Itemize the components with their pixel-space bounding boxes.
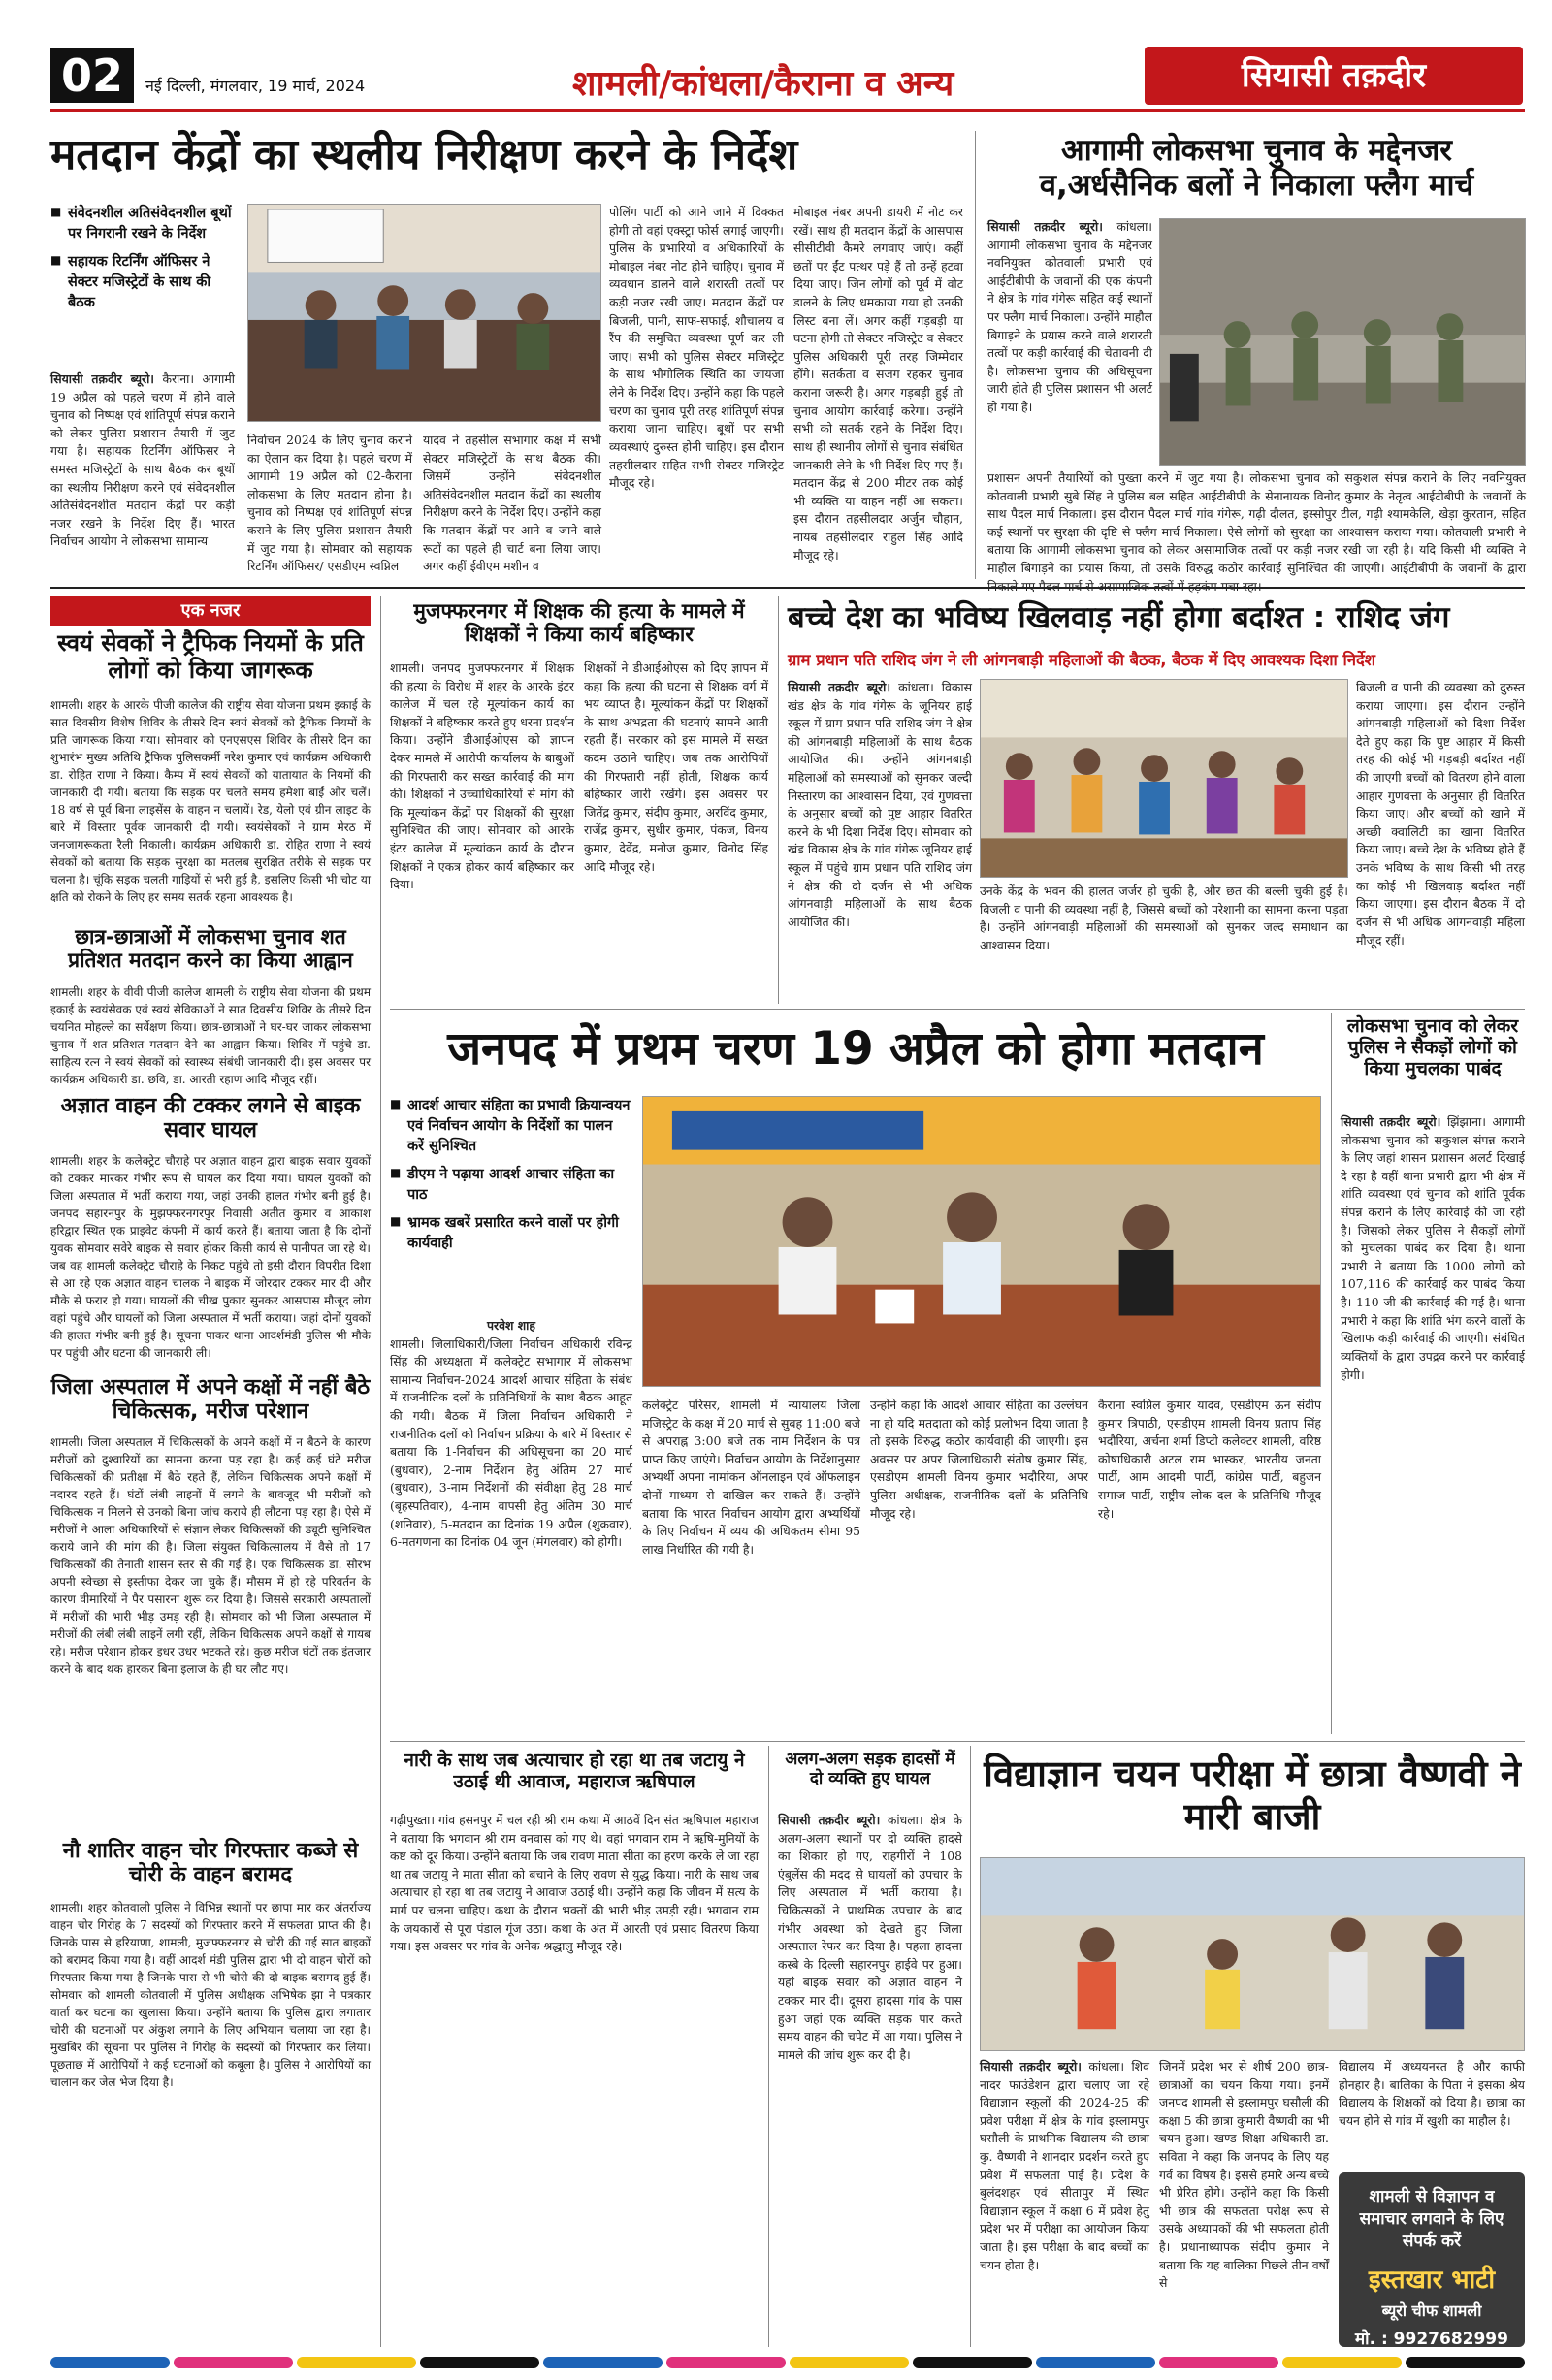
story8-headline: अलग-अलग सड़क हादसों में दो व्यक्ति हुए घायल: [785, 1750, 955, 1788]
color-swatch: [790, 2357, 909, 2368]
story8-body: [778, 1812, 962, 2347]
story8-text: कांधला। क्षेत्र के अलग-अलग स्थानों पर दो व्यक्ति हादसे का शिकार हो गए, राहगीरों ने 108 एंबुलेंस की मदद से घायलों को उपचार के लिए अस्पताल में भर्ती कराया है। चिकित्सकों ने प्राथमिक उपचार के बाद गंभीर अवस्था को देखते हुए जिला अस्पताल रेफर कर दिया है। पहला हादसा कस्बे के दिल्ली सहारनपुर हाईवे पर हुआ। यहां बाइक सवार को अज्ञात वाहन ने टक्कर मार दी। दूसरा हादसा गांव के पास हुआ जहां एक व्यक्ति सड़क पार करते समय वाहन की चपेट में आ गया। पुलिस ने मामले की जांच शुरू कर दी है।: [778, 1813, 962, 2062]
story1-body-4: पोलिंग पार्टी को आने जाने में दिक्कत होगी तो वहां एक्स्ट्रा फोर्स लगाई जाएगी। पुलिस के प्रभारियों व अधिकारियों के मोबाइल नंबर नोट होने चाहिए। चुनाव में व्यवधान डालने वाले शरारती तत्वों पर कड़ी नजर रखी जाए। मतदान केंद्रों पर बिजली, पानी, साफ-सफाई, शौचालय व रैंप की समुचित व्यवस्था पूर्ण कर ली जाए। सभी को पुलिस सेक्टर मजिस्ट्रेट के साथ भौगोलिक स्थिति का जायजा लेने के निर्देश दिए। उन्होंने कहा कि पहले चरण का चुनाव पूरी तरह शांतिपूर्ण संपन्न कराया जाना चाहिए। बूथों पर सभी व्यवस्थाएं दुरुस्त होनी चाहिए। इस दौरान तहसीलदार सहित सभी सेक्टर मजिस्ट्रेट मौजूद रहे।: [609, 205, 784, 491]
story5-body-1: [390, 1317, 632, 1734]
masthead-rule: [50, 109, 1525, 112]
story8-byline: सियासी तक़दीर ब्यूरो।: [778, 1813, 881, 1827]
story4-body-3: बिजली व पानी की व्यवस्था को दुरुस्त कराया जाएगा। इस दौरान उन्होंने आंगनबाड़ी महिलाओं को दिशा निर्देश देते हुए कहा कि पुष्ट आहार में किसी तरह की कोई भी गड़बड़ी बर्दाश्त नहीं की जाएगी बच्चों को वितरण होने वाला आहार गुणवत्ता के अनुसार ही वितरित किया जाए। और बच्चों को खाने में अच्छी क्वालिटी का खाना वितरित किया जाए। बच्चे देश के भविष्य होते हैं उनके भविष्य के साथ किसी भी तरह का कोई भी खिलवाड़ बर्दाश्त नहीं किया जाएगा। इस दौरान बैठक में दो दर्जन से भी अधिक आंगनवाड़ी महिला मौजूद रहीं।: [1356, 680, 1525, 948]
advert-contact-box: [1339, 2172, 1525, 2347]
story1-body-2: निर्वाचन 2024 के लिए चुनाव कराने का ऐलान कर दिया है। पहले चरण में आगामी 19 अप्रैल को 02-कैराना लोकसभा के लिए मतदान होना है। चुनाव को निष्पक्ष एवं शांतिपूर्ण संपन्न कराने के लिए पुलिस प्रशासन तैयारी में जुट गया है। सोमवार को सहायक रिटर्निंग ऑफिसर/ एसडीएम स्वप्निल: [247, 433, 412, 574]
print-color-strip: [50, 2357, 1525, 2370]
story1-headline: मतदान केंद्रों का स्थलीय निरीक्षण करने के निर्देश: [50, 130, 798, 179]
contact-name: इस्तखार भाटी: [1368, 2265, 1496, 2295]
story5-bullet: ■ आदर्श आचार संहिता का प्रभावी क्रियान्वयन एवं निर्वाचन आयोग के निर्देशों का पालन करें सुनिश्चित: [390, 1096, 632, 1157]
story1-body-5: मोबाइल नंबर अपनी डायरी में नोट कर रखें। साथ ही मतदान केंद्रों के आसपास सीसीटीवी कैमरे लगवाए जाएं। कहीं छतों पर ईंट पत्थर पड़े हैं तो उन्हें हटवा दिया जाए। जिन लोगों को पूर्व में वोट डालने के लिए धमकाया गया हो उनकी लिस्ट बना लें। अगर कहीं गड़बड़ी या घटना होगी तो सेक्टर मजिस्ट्रेट व सेक्टर पुलिस अधिकारी पूरी तरह जिम्मेदार होंगे। सतर्कता व सजग रहकर चुनाव कराना जरूरी है। अगर गड़बड़ी हुई तो चुनाव आयोग कार्रवाई करेगा। उन्होंने सभी को सतर्क रहने के निर्देश दिए। साथ ही स्थानीय लोगों से चुनाव संबंधित जानकारी लेने के भी निर्देश दिए गए हैं। मतदान केंद्र से 200 मीटर तक कोई भी व्यक्ति या वाहन नहीं आ सकता। इस दौरान तहसीलदार अर्जुन चौहान, नायब तहसीलदार राहुल सिंह आदि मौजूद रहे।: [793, 205, 963, 563]
story1-bullet: ■ सहायक रिटर्निंग ऑफिसर ने सेक्टर मजिस्ट्रेटों के साथ की बैठक: [50, 252, 235, 313]
story3-headline: मुजफ्फरनगर में शिक्षक की हत्या के मामले में शिक्षकों ने किया कार्य बहिष्कार: [413, 599, 745, 647]
column-rule: [778, 596, 779, 1004]
brief5-headline: नौ शातिर वाहन चोर गिरफ्तार कब्जे से चोरी के वाहन बरामद: [62, 1839, 359, 1888]
column-rule: [1331, 1013, 1332, 1734]
story3-body-2: शिक्षकों ने डीआईओएस को दिए ज्ञापन में कहा कि हत्या की घटना से शिक्षक वर्ग में भय व्याप्त है। मूल्यांकन केंद्रों पर शिक्षकों के साथ अभद्रता की घटनाएं सामने आती रहती हैं। सरकार को इस मामले में सख्त कदम उठाने चाहिए। जब तक आरोपियों की गिरफ्तारी नहीं होती, शिक्षक कार्य बहिष्कार जारी रखेंगे। इस अवसर पर जितेंद्र कुमार, संदीप कुमार, अरविंद कुमार, राजेंद्र कुमार, सुधीर कुमार, पंकज, विनय कुमार, देवेंद्र, मनोज कुमार, विनोद सिंह आदि मौजूद रहे।: [584, 660, 768, 874]
color-swatch: [1282, 2357, 1402, 2368]
story9-photo: [980, 1857, 1525, 2051]
brief2-body: शामली। शहर के वीवी पीजी कालेज शामली के राष्ट्रीय सेवा योजना की प्रथम इकाई के स्वयंसेवक एवं स्वयं सेविकाओं ने सात दिवसीय शिविर के तीसरे दिन चयनित मोहल्ले का सर्वेक्षण किया। छात्र-छात्राओं ने घर-घर जाकर लोकसभा चुनाव में शत प्रतिशत मतदान देने का आह्वान किया। शिविर में पहुंचे डा. साहित्य रत्न ने स्वयं सेवकों को स्वास्थ्य संबंधी जानकारी दी। इस अवसर पर कार्यक्रम अधिकारी डा. छवि, डा. आरती रहाण आदि मौजूद रहीं।: [50, 985, 371, 1086]
story5-body-4: कैराना स्वप्निल कुमार यादव, एसडीएम ऊन संदीप कुमार त्रिपाठी, एसडीएम शामली विनय प्रताप सिंह भदौरिया, अर्चना शर्मा डिप्टी कलेक्टर शामली, वरिष्ठ कोषाधिकारी अटल राम भास्कर, भारतीय जनता पार्टी, आम आदमी पार्टी, कांग्रेस पार्टी, बहुजन समाज पार्टी, राष्ट्रीय लोक दल के प्रतिनिधि मौजूद रहे।: [1098, 1398, 1321, 1521]
section-title: शामली/कांधला/कैराना व अन्य: [572, 64, 954, 104]
story2-byline: सियासी तक़दीर ब्यूरो।: [987, 219, 1103, 234]
story4-byline: सियासी तक़दीर ब्यूरो।: [788, 680, 891, 694]
dateline: नई दिल्ली, मंगलवार, 19 मार्च, 2024: [146, 77, 366, 95]
brief1-headline: स्वयं सेवकों ने ट्रैफिक नियमों के प्रति लोगों को किया जागरूक: [57, 629, 364, 684]
story4-body-2: उनके केंद्र के भवन की हालत जर्जर हो चुकी है, और छत की बल्ली चुकी हुई है। बिजली व पानी की व्यवस्था नहीं है, जिससे बच्चों को परेशानी का सामना करना पड़ता है। उन्होंने आंगनवाड़ी महिलाओं की समस्याओं को सुनकर जल्द समाधान का आश्वासन दिया।: [980, 884, 1348, 952]
color-swatch: [666, 2357, 786, 2368]
story4-text: कांधला। विकास खंड क्षेत्र के गांव गंगेरू के जूनियर हाई स्कूल में ग्राम प्रधान पति राशिद जंग ने क्षेत्र की आंगनबाड़ी महिलाओं के साथ बैठक आयोजित की। उन्होंने आंगनबाड़ी महिलाओं को समस्याओं को सुनकर जल्दी निस्तारण का आश्वासन दिया, एवं गुणवत्ता के अनुसार बच्चों को पुष्ट आहार वितरित करने के भी दिशा निर्देश दिए। सोमवार को खंड विकास क्षेत्र के गांव गंगेरू जूनियर हाई स्कूल में पहुंचे ग्राम प्रधान पति राशिद जंग ने क्षेत्र की दो दर्जन से भी अधिक आंगनवाड़ी महिलाओं के साथ बैठक आयोजित की।: [788, 680, 972, 929]
story9-headline: विद्याज्ञान चयन परीक्षा में छात्रा वैष्णवी ने मारी बाजी: [984, 1753, 1521, 1838]
story5-headline: जनपद में प्रथम चरण 19 अप्रैल को होगा मतदान: [447, 1022, 1264, 1076]
story2-body-2: प्रशासन अपनी तैयारियों को पुख्ता करने में जुट गया है। लोकसभा चुनाव को सकुशल संपन्न कराने के लिए नवनियुक्त कोतवाली प्रभारी सुबे सिंह ने पुलिस बल सहित आईटीबीपी के सेनानायक विनोद कुमार के नेतृत्व आईटीबीपी के जवानों के साथ पैदल मार्च निकाला। इस दौरान पैदल मार्च गांव गंगेरू, गढ़ी दौलत, इस्सोपुर टील, गढ़ी श्यामकेलि, खेड़ा कुरतान, सहित कई स्थानों पर सुरक्षा की दृष्टि से फ्लैग मार्च निकाला। ऐसे लोगों को सुरक्षा का आश्वासन कराया गया। कोतवाली प्रभारी ने बताया कि आगामी लोकसभा चुनाव को लेकर असामाजिक तत्वों पर कड़ी नजर रखी जा रही है। यदि किसी भी व्यक्ति ने माहौल बिगाड़ने का प्रयास किया, तो उसके विरुद्ध कठोर कार्रवाई सुनिश्चित की जाएगी। आईटीबीपी के जवानों के द्वारा: [987, 470, 1526, 576]
story4-photo: [980, 679, 1348, 878]
story1-body-3: यादव ने तहसील सभागार कक्ष में सभी सेक्टर मजिस्ट्रेटों के साथ बैठक की। जिसमें उन्होंने संवेदनशील अतिसंवेदनशील मतदान केंद्रों का स्थलीय निरीक्षण करने के निर्देश दिए। उन्होंने कहा कि मतदान केंद्रों पर आने व जाने वाले रूटों का पहले ही चार्ट बना लिया जाए। अगर कहीं ईवीएम मशीन व: [423, 433, 601, 574]
color-swatch: [1036, 2357, 1155, 2368]
brief1-body: शामली। शहर के आरके पीजी कालेज की राष्ट्रीय सेवा योजना प्रथम इकाई के सात दिवसीय विशेष शिविर के तीसरे दिन स्वयं सेवकों को ट्रैफिक नियमों के प्रति जागरूक किया गया। सोमवार को एनएसएस शिविर के तीसरे दिन का शुभारंभ मुख्य अतिथि ट्रैफिक पुलिसकर्मी नरेश कुमार एवं कार्यक्रम अधिकारी डा. रोहित राणा ने किया। कैम्प में स्वयं सेवकों को यातायात के नियमों की जानकारी दी गयी। बताया कि सड़क पर चलते समय हमेशा बाईं ओर चलें। 18 वर्ष से पूर्व बिना लाइसेंस के वाहन न चलायें। रेड, येलो एवं ग्रीन लाइट के बारे में विस्तार पूर्वक जानकारी दी गयी। स्वयंसेवकों ने ग्राम मेरठ में जनजागरूकता रैली निकाली। कार्यक्रम अधिकारी डा. रोहित राणा ने स्वयं सेवकों को बताया कि सड़क सुरक्षा का मतलब सुरक्षित तरीके से सड़क पर चलना है। चूंकि सड़क चलती गाड़ियों से भरी हुई है, इसलिए किसी भी चोट या क्षति को रोकने के लिए हर समय सतर्क रहना आवश्यक है।: [50, 698, 371, 904]
story1-body-1: [50, 370, 235, 579]
brief5-body: शामली। शहर कोतवाली पुलिस ने विभिन्न स्थानों पर छापा मार कर अंतर्राज्य वाहन चोर गिरोह के 7 सदस्यों को गिरफ्तार करने में सफलता प्राप्त की है। जिनके पास से हरियाणा, शामली, मुजफ्फरनगर से चोरी की गई सात बाइकों को बरामद किया गया है। वहीं आदर्श मंडी पुलिस द्वारा भी दो वाहन चोरों को गिरफ्तार किया गया है जिनके पास से भी चोरी की दो बाइक बरामद हुई हैं। सोमवार को शामली कोतवाली में पुलिस अधीक्षक अभिषेक झा ने पत्रकार वार्ता कर घटना का खुलासा किया। उन्होंने बताया कि पुलिस द्वारा लगातार चोरी की घटनाओं पर अंकुश लगाने के लिए अभियान चलाया जा रहा है। मुखबिर की सूचना पर पुलिस ने गिरोह के सदस्यों को गिरफ्तार कर लिया। पूछताछ में आरोपियों ने कई घटनाओं को कबूला है। पुलिस ने आरोपियों का चालान कर जेल भेज दिया है।: [50, 1901, 371, 2089]
color-swatch: [1159, 2357, 1278, 2368]
column-rule: [380, 596, 381, 2347]
story6-text: झिंझाना। आगामी लोकसभा चुनाव को सकुशल संपन्न कराने के लिए जहां शासन प्रशासन अलर्ट दिखाई दे रहा है वहीं थाना प्रभारी द्वारा भी क्षेत्र में शांति व्यवस्था एवं चुनाव को शांति पूर्वक संपन्न कराने के लिए कार्रवाई की जा रही है। जिसको लेकर पुलिस ने सैकड़ों लोगों को मुचलका पाबंद कर दिया है। थाना प्रभारी ने बताया कि 1000 लोगों को 107,116 की कार्रवाई कर पाबंद किया है। 110 जी की कार्रवाई की गई है। थाना प्रभारी ने कहा कि शांति भंग करने वालों के खिलाफ कड़ी कार्रवाई की जाएगी। संबंधित व्यक्तियों के द्वारा उपद्रव करने पर कार्रवाई होगी।: [1341, 1114, 1525, 1382]
brief4-body: शामली। जिला अस्पताल में चिकित्सकों के अपने कक्षों में न बैठने के कारण मरीजों को दुश्वारियों का सामना करना पड़ रहा है। कई कई घंटे मरीज चिकित्सकों की प्रतीक्षा में बैठे रहते हैं, लेकिन चिकित्सक अपने कक्षों में नदारद रहते हैं। घंटों लंबी लाइनों में लगने के बावजूद भी मरीजों को चिकित्सक न मिलने से उनको बिना जांच कराये ही लौटना पड़ रहा है। ऐसे में मरीजों ने आला अधिकारियों से संज्ञान लेकर चिकित्सकों की ड्यूटी सुनिश्चित कराये जाने की मांग की है। जिला संयुक्त चिकित्सालय में वैसे तो 17 चिकित्सकों की तैनाती शासन स्तर से की गई है। एक चिकित्सक डा. सौरभ अपनी स्वेच्छा से इस्तीफा देकर जा चुके हैं। मौसम में हो रहे परिवर्तन के कारण वीमारियों ने पैर पसारना शुरू कर दिया है। जिससे सरकारी अस्पतालों में मरीजों की भारी भीड़ उमड़ रही है। सोमवार को भी जिला अस्पताल में मरीजों की लंबी लंबी लाइनें लगी रहीं, लेकिन चिकित्सक अपने कक्षों से गायब रहे। मरीज परेशान होकर इधर उधर भटकते रहे। कुछ मरीज घंटों तक इंतजार करने के बाद थक हारकर बिना इलाज के ही घर लौट गए।: [50, 1435, 371, 1676]
story9-body-1: [980, 2058, 1149, 2347]
story5-photo: [642, 1096, 1321, 1387]
story7-body: गढ़ीपुख्ता। गांव हसनपुर में चल रही श्री राम कथा में आठवें दिन संत ऋषिपाल महाराज ने बताया कि भगवान श्री राम वनवास को गए थे। वहां भगवान राम ने ऋषि-मुनियों के कष्ट को दूर किया। उन्होंने बताया कि जब रावण माता सीता का हरण करके ले जा रहा था तब जटायु ने माता सीता को बचाने के लिए रावण से युद्ध किया। नारी के साथ जब अत्याचार हो रहा था तब जटायु ने आवाज उठाई थी। उन्होंने कहा कि जीवन में सत्य के मार्ग पर चलना चाहिए। कथा के दौरान भक्तों की भारी भीड़ उमड़ी रही। भगवान राम के जयकारों से पूरा पंडाल गूंज उठा। कथा के अंत में आरती एवं प्रसाद वितरण किया गया। इस अवसर पर गांव के अनेक श्रद्धालु मौजूद रहे।: [390, 1813, 759, 1954]
story1-bullet: ■ संवेदनशील अतिसंवेदनशील बूथों पर निगरानी रखने के निर्देश: [50, 204, 235, 244]
story5-body-3: उन्होंने कहा कि आदर्श आचार संहिता का उल्लंघन ना हो यदि मतदाता को कोई प्रलोभन दिया जाता है तो इसके विरुद्ध कठोर कार्यवाही की जाएगी। इस अवसर पर अपर जिलाधिकारी संतोष कुमार सिंह, एसडीएम शामली विनय कुमार भदौरिया, अपर पुलिस अधीक्षक, राजनीतिक दलों के प्रतिनिधि मौजूद रहे।: [870, 1398, 1088, 1521]
story6-byline: सियासी तक़दीर ब्यूरो।: [1341, 1114, 1441, 1129]
story6-body: [1341, 1113, 1525, 1734]
brief3-body: शामली। शहर के कलेक्ट्रेट चौराहे पर अज्ञात वाहन द्वारा बाइक सवार युवकों को टक्कर मारकर गंभीर रूप से घायल कर दिया गया। घायल युवकों को जिला अस्पताल में भर्ती कराया गया, जहां उनकी हालत गंभीर बनी हुई है। जनपद सहारनपुर के मुझफ्फरनगरपुर निवासी अतीत कुमार व आकाश हरिद्वार स्थित एक प्राइवेट कंपनी में कार्य करते हैं। बताया जाता है कि दोनों युवक सोमवार सवेरे बाइक से सवार होकर किसी कार्य से पानीपत जा रहे थे। जब वह शामली कलेक्ट्रेट चौराहे के निकट पहुंचे तो इसी दौरान विपरीत दिशा से आ रहे एक अज्ञात वाहन चालक ने बाइक में जोरदार टक्कर मार दी और मौके से फरार हो गया। घायलों की चीख पुकार सुनकर आसपास मौजूद लोग वहां पहुंचे और घायलों को जिला अस्पताल में भर्ती कराया। जहां दोनों युवकों की हालत गंभीर बनी हुई है। सूचना पाकर थाना आदर्शमंडी पुलिस भी मौके पर पहुंची और घटना की जानकारी ली।: [50, 1154, 371, 1360]
brief2-headline: छात्र-छात्राओं में लोकसभा चुनाव शत प्रतिशत मतदान करने का किया आह्वान: [68, 925, 353, 973]
story5-text: शामली। जिलाधिकारी/जिला निर्वाचन अधिकारी रविन्द्र सिंह की अध्यक्षता में कलेक्ट्रेट सभागार में लोकसभा सामान्य निर्वाचन-2024 आदर्श आचार संहिता के संबंध में राजनीतिक दलों के प्रतिनिधियों के साथ बैठक आहूत की गयी। बैठक में जिला निर्वाचन अधिकारी ने राजनीतिक दलों को निर्वाचन प्रक्रिया के बारे में विस्तार से बताया कि 1-निर्वाचन की अधिसूचना का 20 मार्च (बुधवार), 2-नाम निर्देशन हेतु अंतिम 27 मार्च (बुधवार), 3-नाम निर्देशनों की संवीक्षा हेतु 28 मार्च (बृहस्पतिवार), 4-नाम वापसी हेतु अंतिम 30 मार्च (शनिवार), 5-मतदान का दिनांक 19 अप्रैल (शुक्रवार), 6-मतगणना का दिनांक 04 जून (मंगलवार) को होगी।: [390, 1335, 632, 1550]
color-swatch: [913, 2357, 1032, 2368]
story3-body-1: शामली। जनपद मुजफ्फरनगर में शिक्षक की हत्या के विरोध में शहर के आरके इंटर कालेज में चल रहे मूल्यांकन कार्य का शिक्षकों ने बहिष्कार करते हुए धरना प्रदर्शन किया। उन्होंने डीआईओएस को ज्ञापन देकर मामले में आरोपी कार्यालय के बाबुओं की गिरफ्तारी कर सख्त कार्रवाई की मांग की। शिक्षकों ने उच्चाधिकारियों से मांग की कि मूल्यांकन केंद्रों पर शिक्षकों की सुरक्षा सुनिश्चित की जाए। सोमवार को आरके इंटर कालेज में मूल्यांकन कार्य के दौरान शिक्षकों ने एकत्र होकर कार्य बहिष्कार कर दिया।: [390, 660, 574, 892]
story2-body-1: [987, 218, 1152, 466]
color-swatch: [543, 2357, 663, 2368]
story2-headline: आगामी लोकसभा चुनाव के मद्देनजर व,अर्धसैनिक बलों ने निकाला फ्लैग मार्च: [1039, 133, 1474, 203]
section-rule: [390, 1009, 1525, 1010]
brief4-headline: जिला अस्पताल में अपने कक्षों में नहीं बैठे चिकित्सक, मरीज परेशान: [50, 1375, 371, 1425]
color-swatch: [50, 2357, 170, 2368]
story5-byline: परवेश शाह: [487, 1318, 535, 1333]
color-swatch: [1406, 2357, 1525, 2368]
color-swatch: [297, 2357, 416, 2368]
masthead: [0, 0, 1552, 104]
page-number: 02: [50, 48, 134, 103]
ek-nazar-label: एक नजर: [50, 596, 371, 626]
contact-intro: शामली से विज्ञापन व समाचार लगवाने के लिए संपर्क करें: [1359, 2187, 1504, 2251]
contact-phone[interactable]: मो. : 9927682999: [1355, 2329, 1508, 2349]
column-rule: [970, 1746, 971, 2347]
story5-body-2: कलेक्ट्रेट परिसर, शामली में न्यायालय जिला मजिस्ट्रेट के कक्ष में 20 मार्च से सुबह 11:00 बजे से अपराह्न 3:00 बजे तक नाम निर्देशन के पत्र प्राप्त किए जाएंगे। निर्वाचन आयोग के निर्देशानुसार अभ्यर्थी अपना नामांकन ऑनलाइन एवं ऑफलाइन दोनों माध्यम से दाखिल कर सकते हैं। उन्होंने बताया कि भारत निर्वाचन आयोग द्वारा अभ्यर्थियों के लिए निर्वाचन में व्यय की अधिकतम सीमा 95 लाख निर्धारित की गयी है।: [642, 1398, 860, 1557]
story9-body-3: विद्यालय में अध्ययनरत है और काफी होनहार है। बालिका के पिता ने इसका श्रेय विद्यालय के शिक्षकों को दिया है। छात्रा का चयन होने से गांव में खुशी का माहौल है।: [1339, 2059, 1525, 2128]
story6-headline: लोकसभा चुनाव को लेकर पुलिस ने सैकड़ों लोगों को किया मुचलका पाबंद: [1346, 1015, 1519, 1079]
color-swatch: [420, 2357, 539, 2368]
story2-photo: [1159, 218, 1526, 466]
story7-headline: नारी के साथ जब अत्याचार हो रहा था तब जटायु ने उठाई थी आवाज, महाराज ऋषिपाल: [404, 1750, 745, 1792]
story4-subhead: ग्राम प्रधान पति राशिद जंग ने ली आंगनबाड़ी महिलाओं की बैठक, बैठक में दिए आवश्यक दिशा निर्देश: [788, 651, 1375, 669]
brief3-headline: अज्ञात वाहन की टक्कर लगने से बाइक सवार घायल: [60, 1094, 361, 1143]
story1-photo: [247, 204, 601, 422]
story4-headline: बच्चे देश का भविष्य खिलवाड़ नहीं होगा बर्दाश्त : राशिद जंग: [788, 600, 1450, 635]
contact-role: ब्यूरो चीफ शामली: [1381, 2300, 1482, 2320]
column-rule: [975, 131, 976, 579]
story5-bullet: ■ डीएम ने पढ़ाया आदर्श आचार संहिता का पाठ: [390, 1165, 632, 1206]
story2-text: कांधला। आगामी लोकसभा चुनाव के मद्देनजर नवनियुक्त कोतवाली प्रभारी एवं आईटीबीपी के जवानों की एक कंपनी ने क्षेत्र के गांव गंगेरू सहित कई स्थानों पर फ्लैग मार्च निकाला। उन्होंने माहौल बिगाड़ने के प्रयास करने वाले शरारती तत्वों पर कड़ी कार्रवाई की चेतावनी दी है। लोकसभा चुनाव की अधिसूचना जारी होते ही पुलिस प्रशासन भी अलर्ट हो गया है।: [987, 219, 1152, 415]
story5-bullets: [390, 1096, 632, 1262]
color-swatch: [174, 2357, 293, 2368]
story9-body-2: जिनमें प्रदेश भर से शीर्ष 200 छात्र-छात्राओं का चयन किया गया। इनमें जनपद शामली से इस्लामपुर घसौली की कक्षा 5 की छात्रा कुमारी वैष्णवी का भी चयन हुआ। खण्ड शिक्षा अधिकारी डा. सविता ने कहा कि जनपद के लिए यह गर्व का विषय है। इससे हमारे अन्य बच्चे भी प्रेरित होंगे। उन्होंने कहा कि किसी भी छात्र की सफलता परोक्ष रूप से उसके अध्यापकों की भी सफलता होती है। प्रधानाध्यापक संदीप कुमार ने बताया कि यह बालिका पिछले तीन वर्षों से: [1159, 2059, 1329, 2291]
story9-text: कांधला। शिव नादर फाउंडेशन द्वारा चलाए जा रहे विद्याज्ञान स्कूलों की 2024-25 की प्रवेश परीक्षा में क्षेत्र के गांव इस्लामपुर घसौली के प्राथमिक विद्यालय की छात्रा कु. वैष्णवी ने शानदार प्रदर्शन करते हुए प्रवेश में सफलता पाई है। प्रदेश के बुलंदशहर एवं सीतापुर में स्थित विद्याज्ञान स्कूल में कक्षा 6 में प्रवेश हेतु प्रदेश भर में परीक्षा का आयोजन किया जाता है। इस परीक्षा के बाद बच्चों का चयन होता है।: [980, 2059, 1149, 2272]
story9-byline: सियासी तक़दीर ब्यूरो।: [980, 2059, 1082, 2074]
story1-text: कैराना। आगामी 19 अप्रैल को पहले चरण में होने वाले चुनाव को निष्पक्ष एवं शांतिपूर्ण संपन्न कराने को लेकर पुलिस प्रशासन तैयारी में जुट गया है। सहायक रिटर्निंग ऑफिसर ने समस्त मजिस्ट्रेटों के साथ बैठक कर बूथों का स्थलीय निरीक्षण करने एवं संवेदनशील अतिसंवेदनशील मतदान केंद्रों पर कड़ी नजर रखने के निर्देश दिए हैं। भारत निर्वाचन आयोग ने लोकसभा सामान्य: [50, 371, 235, 549]
story5-bullet: ■ भ्रामक खबरें प्रसारित करने वालों पर होगी कार्यवाही: [390, 1213, 632, 1254]
column-rule: [768, 1746, 769, 2347]
brand-logo: सियासी तक़दीर: [1145, 47, 1523, 105]
story1-byline: सियासी तक़दीर ब्यूरो।: [50, 371, 154, 386]
story4-body-1: [788, 679, 972, 1004]
section-rule: [50, 587, 1525, 589]
story1-bullets: [50, 204, 235, 321]
section-rule: [390, 1741, 1525, 1742]
